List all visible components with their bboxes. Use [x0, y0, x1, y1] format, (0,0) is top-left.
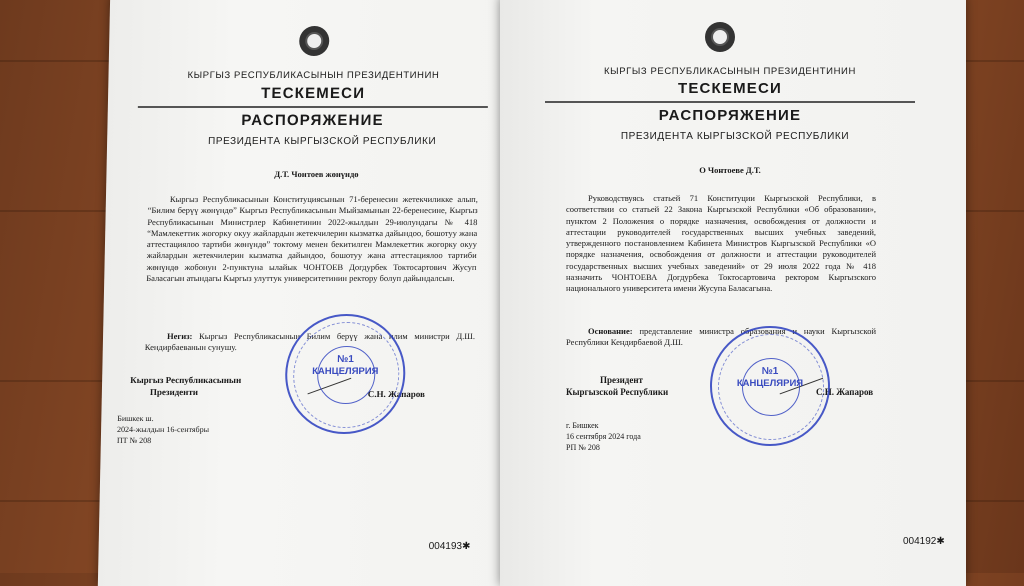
- issue-place: г. Бишкек: [566, 421, 599, 430]
- signer-name: С.Н. Жапаров: [816, 387, 874, 397]
- doc-type-ru: РАСПОРЯЖЕНИЕ: [241, 112, 384, 129]
- serial-number: 004193✱: [428, 541, 471, 552]
- divider: [138, 106, 488, 108]
- basis-label: Негиз:: [166, 331, 193, 341]
- basis-text: Кыргыз Республикасынын Билим берүү жана илим министри Д.Ш. Кендирбаеванын сунушу.: [144, 331, 476, 353]
- state-emblem-icon: [299, 26, 330, 56]
- issue-place: Бишкек ш.: [117, 414, 154, 423]
- signature-title-line-2: Президенти: [149, 387, 199, 397]
- serial-number: 004192✱: [903, 536, 945, 547]
- signature-title-line-2: Кыргызской Республики: [566, 387, 669, 397]
- signature-title-line-1: Кыргыз Республикасынын: [130, 375, 242, 385]
- doc-type: ТЕСКЕМЕСИ: [677, 80, 783, 97]
- decree-basis: [566, 326, 876, 349]
- signer-name: С.Н. Жапаров: [367, 389, 426, 399]
- decree-page-russian: [500, 0, 966, 586]
- header-line: КЫРГЫЗ РЕСПУБЛИКАСЫНЫН ПРЕЗИДЕНТИНИН: [187, 70, 440, 81]
- state-emblem-icon: [705, 22, 735, 52]
- chancellery-stamp: [284, 314, 407, 434]
- issue-date: 16 сентября 2024 года: [566, 432, 641, 441]
- stamp-text: КАНЦЕЛЯРИЯ: [736, 378, 804, 389]
- stamp-number: №1: [337, 354, 355, 365]
- decree-page-kyrgyz: [98, 0, 530, 586]
- subtitle: ПРЕЗИДЕНТА КЫРГЫЗСКОЙ РЕСПУБЛИКИ: [620, 131, 850, 142]
- header-line: КЫРГЫЗ РЕСПУБЛИКАСЫНЫН ПРЕЗИДЕНТИНИН: [604, 66, 856, 77]
- registration-number: РП № 208: [566, 443, 600, 452]
- decree-title: О Чонтоеве Д.Т.: [699, 165, 761, 175]
- subtitle: ПРЕЗИДЕНТА КЫРГЫЗСКОЙ РЕСПУБЛИКИ: [207, 136, 437, 147]
- stamp-number: №1: [761, 366, 779, 377]
- signature-title-line-1: Президент: [600, 375, 643, 385]
- registration-number: ПТ № 208: [116, 436, 152, 445]
- doc-type-ru: РАСПОРЯЖЕНИЕ: [658, 107, 802, 124]
- basis-label: Основание:: [588, 326, 633, 336]
- divider: [545, 101, 915, 103]
- decree-title: Д.Т. Чонтоев жөнүндө: [274, 169, 359, 179]
- decree-body: Кыргыз Республикасынын Конституциясынын 71-беренесин жетекчиликке алып, “Билим берүү жөнүндө” Кыргыз Республикасынын Мыйзамынын 22-беренесине, Кыргыз Республикасынын Министрлер Кабинетинин 2022-жылдын 29-июлундагы № 418 “Мамлекеттик жогорку окуу жайлардын жетекчилерин кызматка дайындоо, бошотуу жана аттестациялоо тартиби жөнүндө” токтому менен бекитилген Мамлекеттик жогорку окуу жайлардын жетекчилерин кызматка дайындоо, бошотуу жана аттестациялоо тартиби жөнүндө жобонун 2-пунктуна ылайык ЧОНТОЕВ Догдурбек Токтосартович Жусуп Баласагын атындагы Кыргыз улуттук университетинин ректору болуп дайындалсын.: [146, 194, 479, 284]
- stamp-text: КАНЦЕЛЯРИЯ: [312, 366, 379, 377]
- doc-type: ТЕСКЕМЕСИ: [260, 85, 366, 102]
- decree-body: Руководствуясь статьей 71 Конституции Кыргызской Республики, в соответствии со статьей 22 Закона Кыргызской Республики «Об образовании», пунктом 2 Положения о порядке назначения, освобождения от должности и аттестации руководителей государственных высших учебных заведений, утвержденного постановлением Кабинета Министров Кыргызской Республики «О порядке назначения, освобождения от должности и аттестации руководителей государственных высших учебных заведений» от 29 июля 2022 года № 418 назначить ЧОНТОЕВА Догдурбека Токтосартовича ректором Кыргызского национального университета имени Жусупа Баласагына.: [566, 193, 876, 294]
- issue-date: 2024-жылдын 16-сентябры: [117, 425, 210, 434]
- basis-text: представление министра образования и науки Кыргызской Республики Кендирбаевой Д.Ш.: [566, 326, 877, 348]
- chancellery-stamp: [710, 326, 830, 446]
